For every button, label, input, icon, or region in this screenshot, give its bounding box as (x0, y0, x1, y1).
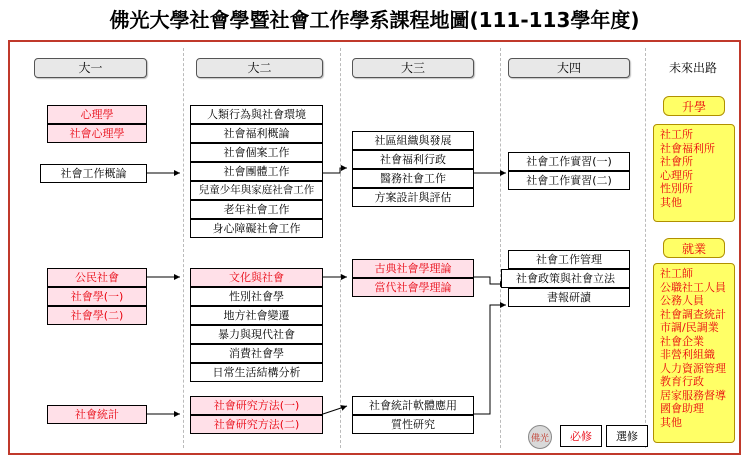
course-node: 社會工作管理 (508, 250, 630, 269)
course-node: 暴力與現代社會 (190, 325, 323, 344)
course-node: 性別社會學 (190, 287, 323, 306)
course-node: 社會統計軟體應用 (352, 396, 474, 415)
course-node: 社會研究方法(一) (190, 396, 323, 415)
list-item: 社會所 (660, 155, 693, 168)
course-node: 公民社會 (47, 268, 147, 287)
course-node: 書報研讀 (508, 288, 630, 307)
course-node: 社會學(一) (47, 287, 147, 306)
course-node: 社會統計 (47, 405, 147, 424)
list-item: 國會助理 (660, 402, 704, 415)
list-item: 社會福利所 (660, 141, 715, 155)
course-node: 社會個案工作 (190, 143, 323, 162)
legend-elective: 選修 (606, 425, 648, 447)
course-node: 文化與社會 (190, 268, 323, 287)
course-node: 社會研究方法(二) (190, 415, 323, 434)
list-item: 市調/民調業 (660, 321, 719, 334)
column-header-future: 未來出路 (668, 61, 717, 75)
course-node: 社會團體工作 (190, 162, 323, 181)
seal-label: 佛光 (530, 433, 549, 444)
course-node: 日常生活結構分析 (190, 363, 323, 382)
course-node: 老年社會工作 (190, 200, 323, 219)
list-item: 社會調查統計 (660, 307, 726, 321)
course-node: 方案設計與評估 (352, 188, 474, 207)
course-node: 醫務社會工作 (352, 169, 474, 188)
course-node: 當代社會學理論 (352, 278, 474, 297)
course-node: 社區組織與發展 (352, 131, 474, 150)
list-item: 非營利組織 (660, 348, 715, 361)
diagram-frame (8, 40, 741, 455)
course-node: 地方社會變遷 (190, 306, 323, 325)
course-node: 社會工作概論 (40, 164, 147, 183)
course-node: 社會工作實習(一) (508, 152, 630, 171)
list-item: 人力資源管理 (660, 361, 726, 375)
course-node: 社會福利概論 (190, 124, 323, 143)
list-item: 其他 (660, 195, 682, 209)
future-study-list (653, 124, 735, 222)
course-node: 社會學(二) (47, 306, 147, 325)
future-career-list (653, 263, 735, 443)
column-header-year2: 大二 (196, 58, 323, 78)
course-node: 古典社會學理論 (352, 259, 474, 278)
course-node: 人類行為與社會環境 (190, 105, 323, 124)
course-node: 社會工作實習(二) (508, 171, 630, 190)
course-node: 身心障礙社會工作 (190, 219, 323, 238)
list-item: 社工所 (660, 128, 693, 141)
column-header-year3: 大三 (352, 58, 474, 78)
course-node: 消費社會學 (190, 344, 323, 363)
university-seal-icon (528, 425, 552, 449)
column-header-year4: 大四 (508, 58, 630, 78)
column-separator-1 (183, 48, 184, 448)
column-separator-4 (645, 48, 646, 448)
list-item: 其他 (660, 415, 682, 429)
course-node: 心理學 (47, 105, 147, 124)
list-item: 社工師 (660, 267, 693, 280)
legend-required: 必修 (560, 425, 602, 447)
future-study-title: 升學 (663, 96, 725, 116)
list-item: 性別所 (660, 182, 693, 195)
course-node: 質性研究 (352, 415, 474, 434)
course-node: 兒童少年與家庭社會工作 (190, 181, 323, 200)
page-title: 佛光大學社會學暨社會工作學系課程地圖(111-113學年度) (109, 8, 640, 32)
list-item: 心理所 (660, 168, 693, 182)
future-career-title: 就業 (663, 238, 725, 258)
column-header-year1: 大一 (34, 58, 147, 78)
list-item: 社會企業 (660, 334, 704, 348)
course-node: 社會心理學 (47, 124, 147, 143)
column-separator-2 (340, 48, 341, 448)
list-item: 公務人員 (660, 294, 704, 307)
course-node: 社會政策與社會立法 (501, 269, 630, 288)
list-item: 教育行政 (660, 375, 704, 388)
list-item: 公職社工人員 (660, 280, 726, 294)
list-item: 居家服務督導 (660, 388, 726, 402)
course-node: 社會福利行政 (352, 150, 474, 169)
column-separator-3 (500, 48, 501, 448)
